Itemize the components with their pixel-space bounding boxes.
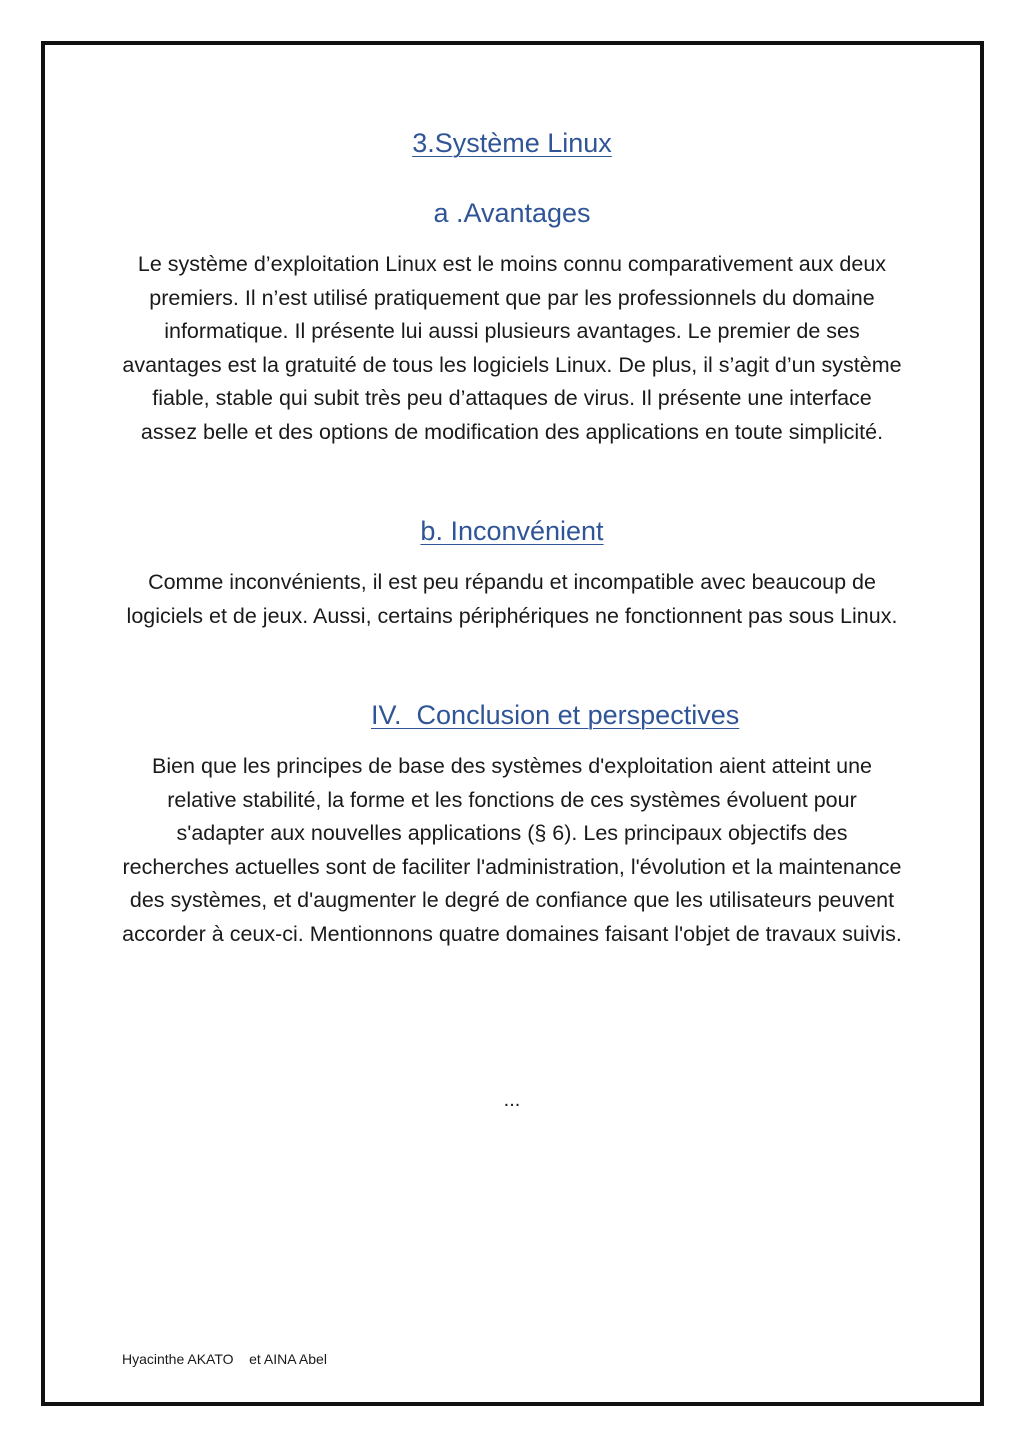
- heading-systeme-linux: [122, 127, 902, 159]
- heading-systeme-linux-text: 3.Système Linux: [412, 128, 612, 158]
- heading-conclusion: [371, 699, 739, 731]
- footer-authors: Hyacinthe AKATO et AINA Abel: [122, 1351, 327, 1367]
- heading-avantages-text: a .Avantages: [433, 198, 591, 228]
- heading-avantages: [122, 197, 902, 229]
- heading-conclusion-text: IV. Conclusion et perspectives: [371, 700, 740, 730]
- ellipsis: ...: [503, 1089, 521, 1111]
- paragraph-avantages: Le système d’exploitation Linux est le moins connu comparativement aux deux premiers. Il n’est utilisé pratiquement que par les professionnels du domaine informatique. Il présente lui aussi plusieurs avantages. Le premier de ses avantages est la gratuité de tous les logiciels Linux. De plus, il s’agit d’un système fiable, stable qui subit très peu d’attaques de virus. Il présente une interface assez belle et des options de modification des applications en toute simplicité.: [122, 252, 902, 444]
- paragraph-inconvenient: Comme inconvénients, il est peu répandu et incompatible avec beaucoup de logiciels et de jeux. Aussi, certains périphériques ne fonctionnent pas sous Linux.: [126, 570, 898, 628]
- heading-inconvenient-text: b. Inconvénient: [420, 516, 604, 546]
- paragraph-conclusion: Bien que les principes de base des systèmes d'exploitation aient atteint une relative stabilité, la forme et les fonctions de ces systèmes évoluent pour s'adapter aux nouvelles applications (§ 6). Les principaux objectifs des recherches actuelles sont de faciliter l'administration, l'évolution et la maintenance des systèmes, et d'augmenter le degré de confiance que les utilisateurs peuvent accorder à ceux-ci. Mentionnons quatre domaines faisant l'objet de travaux suivis.: [122, 754, 902, 946]
- heading-inconvenient: [122, 515, 902, 547]
